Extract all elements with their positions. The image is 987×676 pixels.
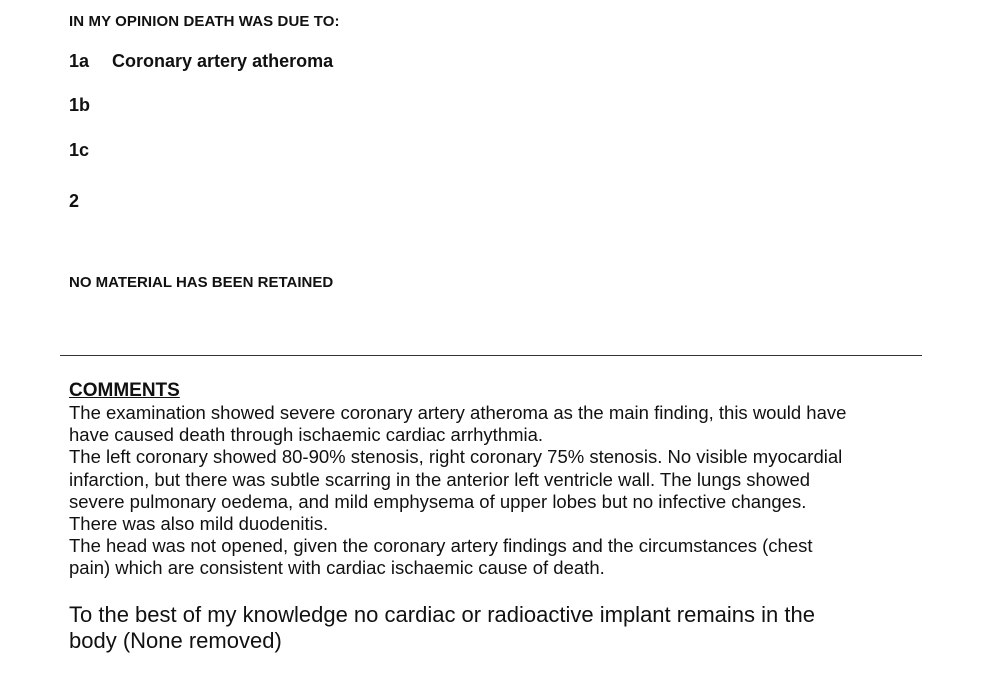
implant-statement	[69, 602, 949, 654]
comments-line: have caused death through ischaemic cardiac arrhythmia.	[69, 424, 544, 446]
cause-row-2	[69, 191, 112, 212]
comments-line: The left coronary showed 80-90% stenosis, right coronary 75% stenosis. No visible myocardial	[69, 446, 843, 468]
cause-row-1a	[69, 51, 333, 72]
retention-statement: NO MATERIAL HAS BEEN RETAINED	[69, 274, 334, 291]
implant-line: To the best of my knowledge no cardiac or radioactive implant remains in the	[69, 602, 815, 627]
comments-line: There was also mild duodenitis.	[69, 513, 329, 535]
cause-code: 2	[69, 191, 80, 211]
implant-line: body (None removed)	[69, 628, 282, 653]
comments-line: infarction, but there was subtle scarring in the anterior left ventricle wall. The lungs showed	[69, 468, 811, 490]
comments-title: COMMENTS	[69, 380, 180, 401]
cause-of-death-heading: IN MY OPINION DEATH WAS DUE TO:	[69, 13, 340, 30]
comments-body	[69, 402, 949, 580]
cause-code: 1a	[69, 51, 90, 71]
cause-text: Coronary artery atheroma	[112, 51, 334, 71]
comments-line: severe pulmonary oedema, and mild emphysema of upper lobes but no infective changes.	[69, 490, 807, 512]
comments-line: pain) which are consistent with cardiac ischaemic cause of death.	[69, 557, 605, 579]
cause-row-1b	[69, 95, 112, 116]
cause-code: 1c	[69, 140, 90, 160]
cause-code: 1b	[69, 95, 91, 115]
comments-line: The examination showed severe coronary artery atheroma as the main finding, this would have	[69, 402, 847, 423]
comments-line: The head was not opened, given the coronary artery findings and the circumstances (chest	[69, 535, 813, 557]
cause-row-1c	[69, 140, 112, 161]
section-divider	[60, 355, 922, 356]
